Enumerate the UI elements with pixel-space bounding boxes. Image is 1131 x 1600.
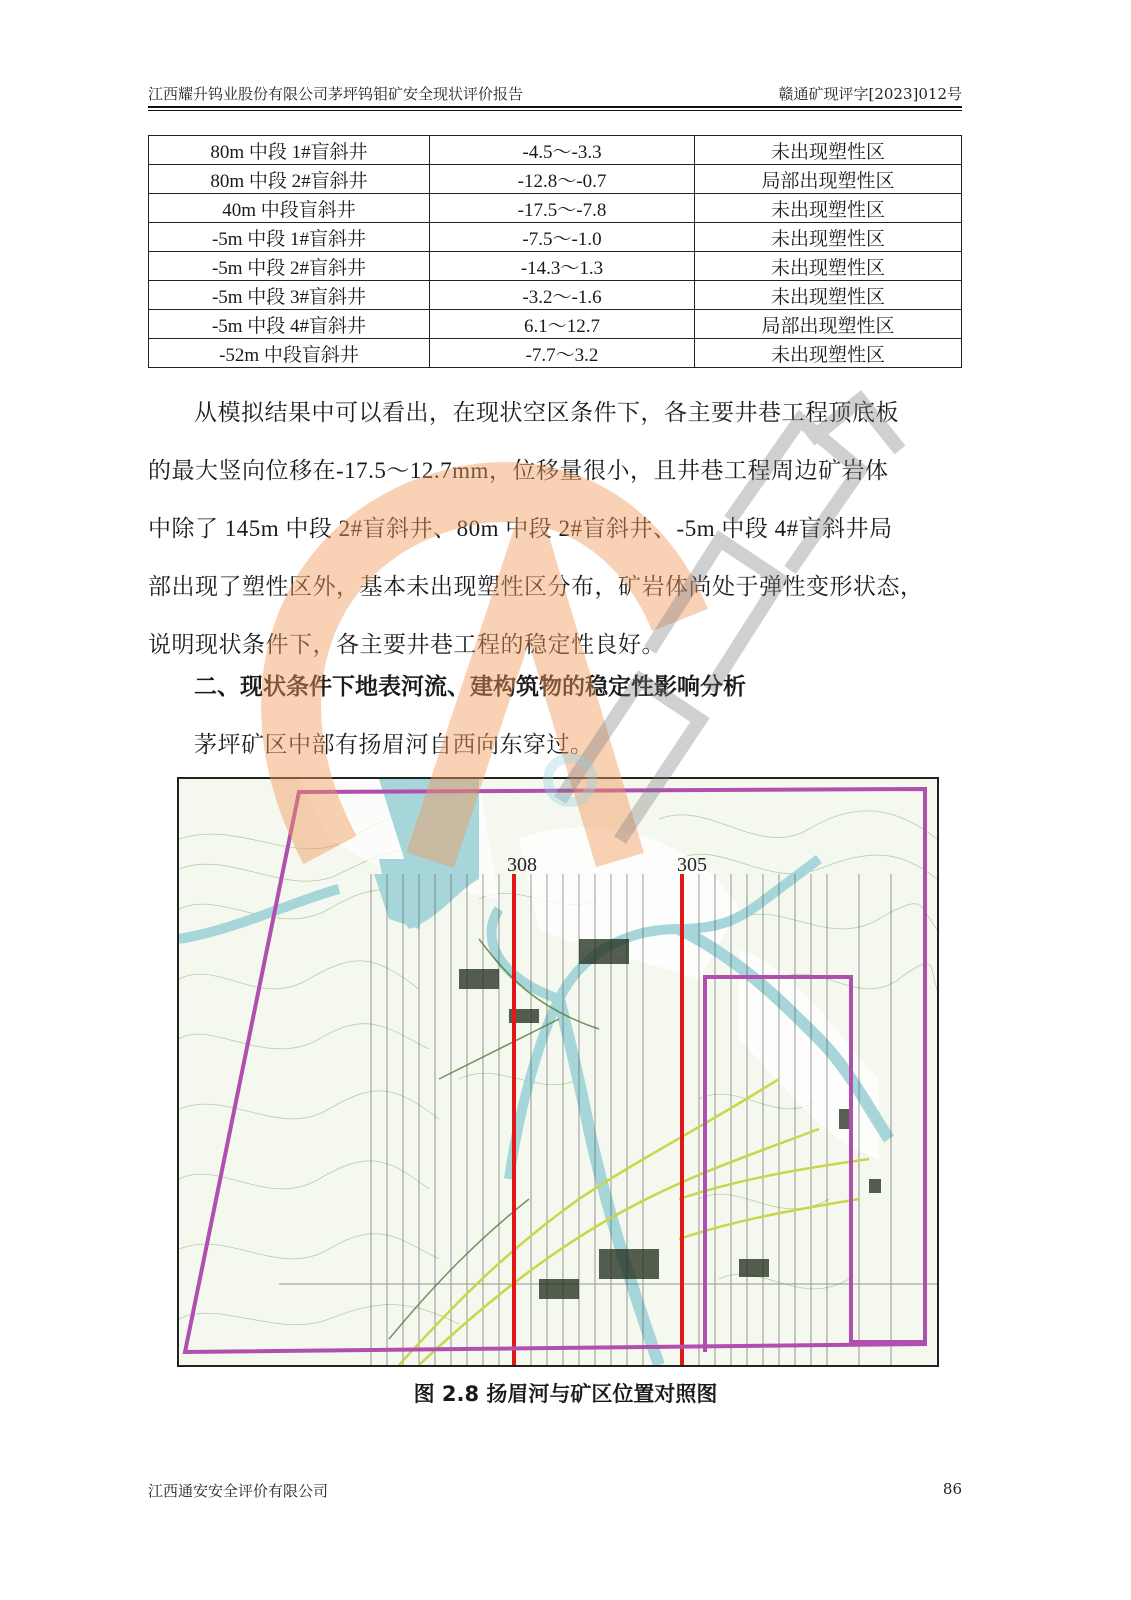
table-cell-plastic-zone: 未出现塑性区: [695, 252, 962, 281]
paragraph-line: 从模拟结果中可以看出，在现状空区条件下，各主要井巷工程顶底板: [194, 400, 899, 425]
river-paragraph: [148, 716, 964, 774]
mine-area-map: [177, 777, 939, 1367]
table-row: [149, 136, 962, 165]
ore-veins: [399, 1079, 869, 1365]
table-row: [149, 194, 962, 223]
table-cell-displacement: -4.5～-3.3: [430, 136, 695, 165]
page-footer: [148, 1480, 962, 1501]
footer-company: 江西通安安全评价有限公司: [148, 1482, 329, 1500]
paragraph-line: 茅坪矿区中部有扬眉河自西向东穿过。: [194, 732, 594, 757]
header-report-title: 江西耀升钨业股份有限公司茅坪钨钼矿安全现状评价报告: [148, 85, 524, 103]
analysis-paragraph: [148, 384, 964, 674]
paragraph-line: 中除了 145m 中段 2#盲斜井、80m 中段 2#盲斜井、-5m 中段 4#盲斜井局: [148, 516, 893, 541]
table-cell-plastic-zone: 未出现塑性区: [695, 136, 962, 165]
table-row: [149, 223, 962, 252]
table-cell-displacement: -7.7～3.2: [430, 339, 695, 368]
table-cell-location: -5m 中段 4#盲斜井: [149, 310, 430, 339]
table-row: [149, 252, 962, 281]
table-cell-location: -5m 中段 1#盲斜井: [149, 223, 430, 252]
label-305: 305: [677, 854, 707, 876]
table-cell-location: -5m 中段 2#盲斜井: [149, 252, 430, 281]
table-row: [149, 165, 962, 194]
table-row: [149, 339, 962, 368]
paragraph-line: 的最大竖向位移在-17.5～12.7mm，位移量很小，且井巷工程周边矿岩体: [148, 458, 889, 483]
paragraph-line: 说明现状条件下，各主要井巷工程的稳定性良好。: [148, 632, 665, 657]
table-cell-plastic-zone: 未出现塑性区: [695, 194, 962, 223]
table-cell-location: -52m 中段盲斜井: [149, 339, 430, 368]
table-cell-location: 80m 中段 1#盲斜井: [149, 136, 430, 165]
header-rule: [148, 106, 962, 108]
table-cell-displacement: 6.1～12.7: [430, 310, 695, 339]
table-cell-plastic-zone: 未出现塑性区: [695, 223, 962, 252]
page-header: [148, 76, 962, 104]
table-cell-displacement: -14.3～1.3: [430, 252, 695, 281]
table-cell-displacement: -7.5～-1.0: [430, 223, 695, 252]
table-row: [149, 310, 962, 339]
label-308: 308: [507, 854, 537, 876]
table-cell-location: 40m 中段盲斜井: [149, 194, 430, 223]
header-rule-thin: [148, 110, 962, 111]
table-cell-plastic-zone: 局部出现塑性区: [695, 165, 962, 194]
displacement-table: [148, 135, 962, 368]
table-cell-displacement: -12.8～-0.7: [430, 165, 695, 194]
table-cell-displacement: -17.5～-7.8: [430, 194, 695, 223]
section-heading: 二、现状条件下地表河流、建构筑物的稳定性影响分析: [194, 674, 746, 700]
table-cell-location: 80m 中段 2#盲斜井: [149, 165, 430, 194]
table-cell-plastic-zone: 未出现塑性区: [695, 281, 962, 310]
table-cell-location: -5m 中段 3#盲斜井: [149, 281, 430, 310]
table-row: [149, 281, 962, 310]
header-report-number: 赣通矿现评字[2023]012号: [778, 85, 962, 103]
table-cell-displacement: -3.2～-1.6: [430, 281, 695, 310]
table-cell-plastic-zone: 局部出现塑性区: [695, 310, 962, 339]
paragraph-line: 部出现了塑性区外，基本未出现塑性区分布，矿岩体尚处于弹性变形状态，: [148, 574, 924, 599]
page-number: 86: [942, 1480, 962, 1498]
figure-caption: 图 2.8 扬眉河与矿区位置对照图: [413, 1382, 718, 1406]
table-cell-plastic-zone: 未出现塑性区: [695, 339, 962, 368]
